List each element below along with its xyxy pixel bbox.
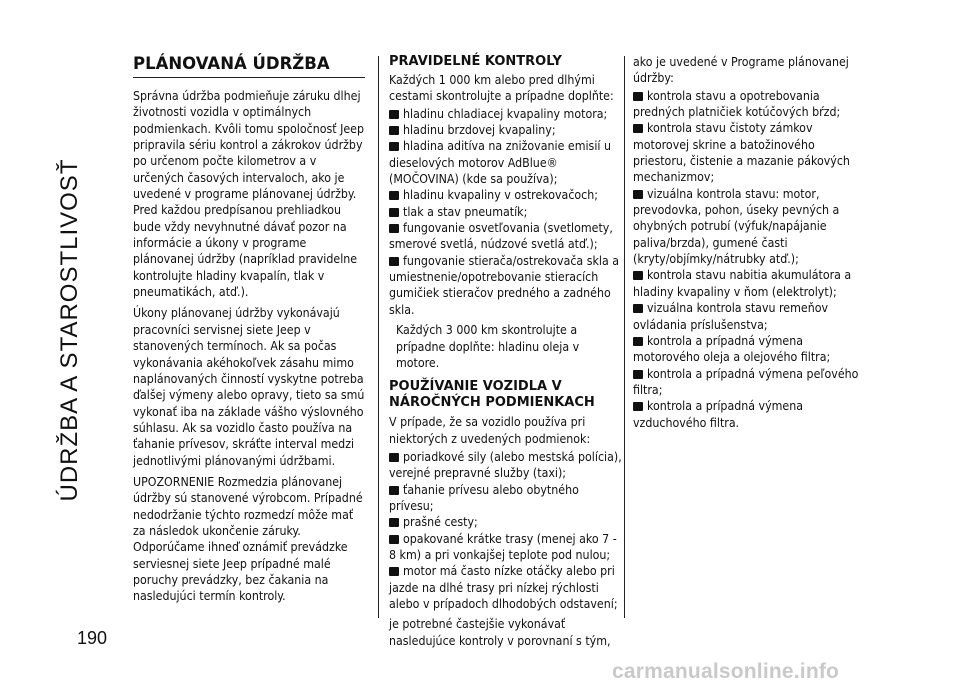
watermark: carmanualsonline.info xyxy=(612,660,840,683)
bullet-icon xyxy=(633,124,643,133)
column-regular-checks xyxy=(389,54,624,654)
column-divider-right xyxy=(624,56,625,618)
list-item: kontrola stavu čistoty zámkov motorovej skrine a batožinového priestoru, čistenie a mazanie pákových mechanizmov; xyxy=(633,121,850,185)
bullet-icon xyxy=(633,370,643,379)
list-item: opakované krátke trasy (menej ako 7 - 8 km) a pri vonkajšej teplote pod nulou; xyxy=(389,531,617,562)
section-heading-demanding-conditions: POUŽÍVANIE VOZIDLA V NÁROČNÝCH PODMIENKACH xyxy=(389,379,595,411)
list-item: hladinu kvapaliny v ostrekovačoch; xyxy=(389,187,624,203)
list-item: kontrola stavu a opotrebovania predných platničiek kotúčových bŕzd; xyxy=(633,88,841,120)
list-item: hladinu chladiacej kvapaliny motora; xyxy=(389,106,624,122)
bullet-icon xyxy=(389,518,399,527)
intro-text: V prípade, že sa vozidlo používa pri niektorých z uvedených podmienok: xyxy=(389,415,591,446)
column-divider-left xyxy=(378,56,379,618)
bullet-icon xyxy=(389,208,399,217)
list-item: hladina aditíva na znižovanie emisií u dieselových motorov AdBlue® (MOČOVINA) (kde sa používa); xyxy=(389,139,611,187)
list-item: fungovanie osvetľovania (svetlomety, smerové svetlá, núdzové svetlá atď.); xyxy=(389,221,613,252)
list-item: kontrola stavu nabitia akumulátora a hladiny kvapaliny v ňom (elektrolyt); xyxy=(633,268,852,299)
bullet-icon xyxy=(389,486,399,495)
bullet-icon xyxy=(389,224,399,233)
bullet-icon xyxy=(633,190,643,199)
chapter-title: ÚDRŽBA A STAROSTLIVOSŤ xyxy=(56,158,83,502)
column-planned-maintenance xyxy=(133,54,365,610)
section-heading-regular-checks: PRAVIDELNÉ KONTROLY xyxy=(389,54,562,69)
bullet-icon xyxy=(633,337,643,346)
intro-text: Každých 1 000 km alebo pred dlhými cestami skontrolujte a prípadne doplňte: xyxy=(389,73,614,104)
bullet-icon xyxy=(633,92,643,101)
bullet-icon xyxy=(389,110,399,119)
list-item: hladinu brzdovej kvapaliny; xyxy=(389,122,624,138)
check-list xyxy=(389,106,624,318)
column-additional-checks xyxy=(633,54,868,435)
list-item: fungovanie stierača/ostrekovača skla a umiestnenie/opotrebovanie stieracích gumičiek stieračov predného a zadného skla. xyxy=(389,253,620,317)
bullet-icon xyxy=(389,126,399,135)
outro-text: je potrebné častejšie vykonávať nasledujúce kontroly v porovnaní s tým, xyxy=(389,617,611,648)
list-item: poriadkové sily (alebo mestská polícia), verejné prepravné služby (taxi); xyxy=(389,449,622,481)
list-item: kontrola a prípadná výmena motorového oleja a olejového filtra; xyxy=(633,333,831,365)
page-number: 190 xyxy=(77,628,108,648)
bullet-icon xyxy=(633,304,643,313)
list-item: vizuálna kontrola stavu: motor, prevodovka, pohon, úseky pevných a ohybných potrubí (výfuk/napájanie paliva/brzda), gumené časti (kryty/objímky/nátrubky atď.); xyxy=(633,186,840,267)
bullet-icon xyxy=(389,142,399,151)
paragraph: Úkony plánovanej údržby vykonávajú pracovníci servisnej siete Jeep v stanovených termínoch. Ak sa počas vykonávania akéhokoľvek zásahu mimo naplánovaných činností vyskytne potreba ďalšej výmeny alebo opravy, tieto sa smú vykonať iba na základe vášho výslovného súhlasu. Ak sa vozidlo často používa na ťahanie prívesov, skráťte interval medzi jednotlivými plánovanými údržbami. xyxy=(133,306,365,468)
bullet-icon xyxy=(389,453,399,462)
bullet-icon xyxy=(389,257,399,266)
list-item: tlak a stav pneumatík; xyxy=(389,204,624,220)
bullet-icon xyxy=(389,535,399,544)
bullet-icon xyxy=(633,271,643,280)
conditions-list xyxy=(389,449,624,612)
oil-check-note: Každých 3 000 km skontrolujte a prípadne doplňte: hladinu oleja v motore. xyxy=(396,323,580,370)
additional-check-list xyxy=(633,88,868,431)
list-item: vizuálna kontrola stavu remeňov ovládania príslušenstva; xyxy=(633,301,829,332)
list-item: prašné cesty; xyxy=(389,514,624,530)
list-item: kontrola a prípadná výmena peľového filtra; xyxy=(633,366,859,397)
list-item: kontrola a prípadná výmena vzduchového filtra. xyxy=(633,399,804,430)
list-item: motor má často nízke otáčky alebo pri jazde na dlhé trasy pri nízkej rýchlosti alebo v prípadoch dlhodobých odstavení; xyxy=(389,564,618,611)
section-heading-planned-maintenance: PLÁNOVANÁ ÚDRŽBA xyxy=(133,54,365,78)
bullet-icon xyxy=(389,567,399,576)
warning-paragraph: UPOZORNENIE Rozmedzia plánovanej údržby sú stanovené výrobcom. Prípadné nedodržanie týchto rozmedzí môže mať za následok ukončenie záruky. Odporúčame ihneď oznámiť prevádzke serviesnej siete Jeep prípadné malé poruchy prevádzky, bez čakania na nasledujúci termín kontroly. xyxy=(133,474,363,604)
intro-text: ako je uvedené v Programe plánovanej údržby: xyxy=(633,55,849,86)
paragraph: Správna údržba podmieňuje záruku dlhej životnosti vozidla v optimálnych podmienkach. Kvôli tomu spoločnosť Jeep pripravila sériu kontrol a zákrokov údržby po určenom počte kilometrov a v určených časových intervaloch, ako je uvedené v programe plánovanej údržby. Pred každou predpísanou prehliadkou bude vždy nevyhnutné dávať pozor na informácie a úkony v programe plánovanej údržby (napríklad pravidelne kontrolujte hladiny kvapalín, tlak v pneumatikách, atď.). xyxy=(133,89,364,300)
bullet-icon xyxy=(633,402,643,411)
list-item: ťahanie prívesu alebo obytného prívesu; xyxy=(389,482,579,513)
bullet-icon xyxy=(389,191,399,200)
